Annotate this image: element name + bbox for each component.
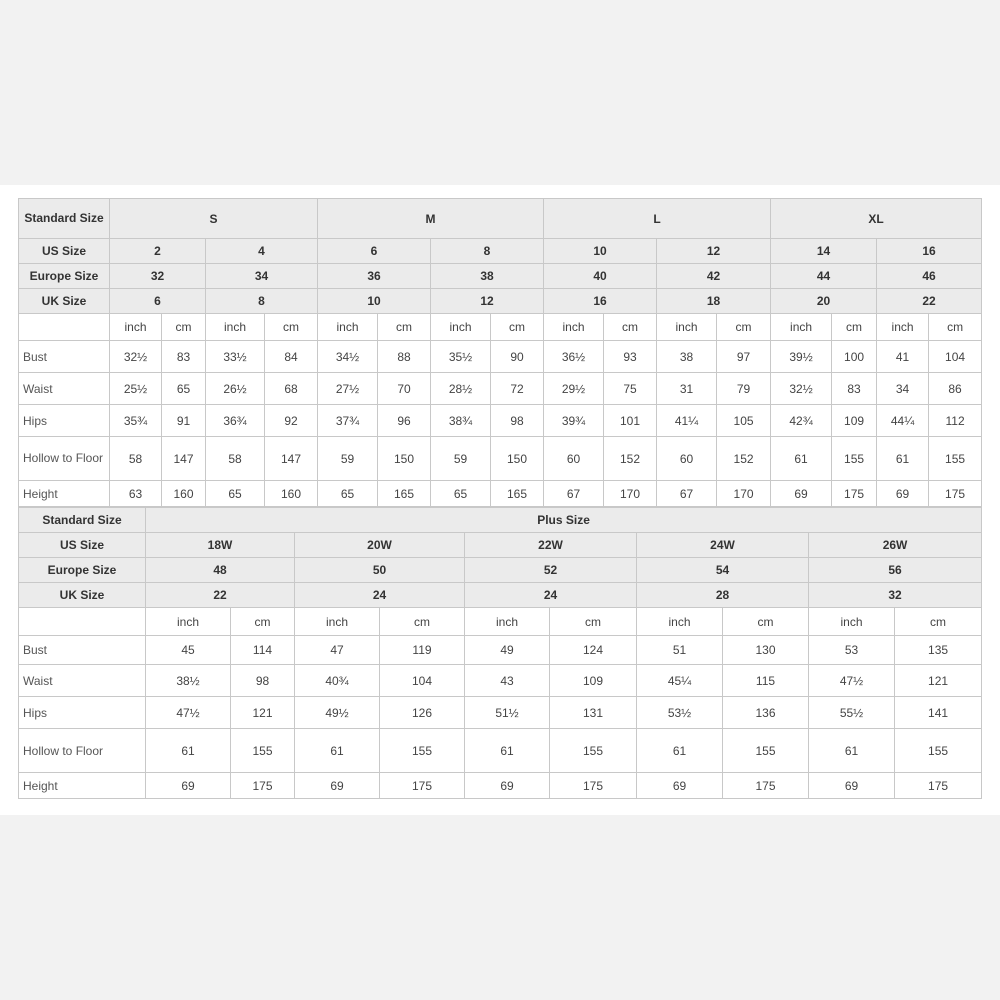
inch-value-cell: 53½ <box>637 697 723 729</box>
inch-value-cell: 39½ <box>771 341 832 373</box>
cm-value-cell: 175 <box>380 773 465 799</box>
cm-value-cell: 170 <box>717 481 771 507</box>
uk-size-cell: 6 <box>110 289 206 314</box>
cm-value-cell: 86 <box>929 373 982 405</box>
measurement-label: Waist <box>19 373 110 405</box>
unit-cm: cm <box>378 314 431 341</box>
standard-size-header: Standard Size <box>19 508 146 533</box>
inch-value-cell: 47½ <box>146 697 231 729</box>
europe-size-cell: 32 <box>110 264 206 289</box>
measurement-label: Height <box>19 481 110 507</box>
inch-value-cell: 65 <box>431 481 491 507</box>
unit-inch: inch <box>657 314 717 341</box>
cm-value-cell: 155 <box>929 437 982 481</box>
cm-value-cell: 150 <box>378 437 431 481</box>
cm-value-cell: 96 <box>378 405 431 437</box>
europe-size-cell: 42 <box>657 264 771 289</box>
us-size-cell: 12 <box>657 239 771 264</box>
inch-value-cell: 38½ <box>146 665 231 697</box>
europe-size-cell: 52 <box>465 558 637 583</box>
cm-value-cell: 175 <box>723 773 809 799</box>
cm-value-cell: 136 <box>723 697 809 729</box>
unit-cm: cm <box>231 608 295 636</box>
europe-size-cell: 40 <box>544 264 657 289</box>
unit-row <box>19 314 982 341</box>
inch-value-cell: 35½ <box>431 341 491 373</box>
inch-value-cell: 39¾ <box>544 405 604 437</box>
inch-value-cell: 49 <box>465 636 550 665</box>
inch-value-cell: 61 <box>877 437 929 481</box>
cm-value-cell: 101 <box>604 405 657 437</box>
us-size-cell: 20W <box>295 533 465 558</box>
waist-row <box>19 373 982 405</box>
cm-value-cell: 109 <box>550 665 637 697</box>
inch-value-cell: 38 <box>657 341 717 373</box>
inch-value-cell: 61 <box>771 437 832 481</box>
cm-value-cell: 114 <box>231 636 295 665</box>
measurement-label: Height <box>19 773 146 799</box>
unit-inch: inch <box>771 314 832 341</box>
cm-value-cell: 83 <box>832 373 877 405</box>
europe-size-cell: 46 <box>877 264 982 289</box>
uk-size-cell: 24 <box>295 583 465 608</box>
cm-value-cell: 170 <box>604 481 657 507</box>
cm-value-cell: 160 <box>265 481 318 507</box>
inch-value-cell: 60 <box>657 437 717 481</box>
europe-size-row <box>19 558 982 583</box>
inch-value-cell: 59 <box>318 437 378 481</box>
inch-value-cell: 38¾ <box>431 405 491 437</box>
cm-value-cell: 152 <box>717 437 771 481</box>
inch-value-cell: 69 <box>637 773 723 799</box>
cm-value-cell: 91 <box>162 405 206 437</box>
uk-size-cell: 16 <box>544 289 657 314</box>
size-group-row <box>19 199 982 239</box>
inch-value-cell: 69 <box>809 773 895 799</box>
cm-value-cell: 175 <box>929 481 982 507</box>
inch-value-cell: 35¾ <box>110 405 162 437</box>
cm-value-cell: 83 <box>162 341 206 373</box>
measurement-label: Bust <box>19 341 110 373</box>
cm-value-cell: 98 <box>231 665 295 697</box>
inch-value-cell: 53 <box>809 636 895 665</box>
hollow-to-floor-row <box>19 437 982 481</box>
cm-value-cell: 165 <box>378 481 431 507</box>
cm-value-cell: 175 <box>832 481 877 507</box>
inch-value-cell: 61 <box>295 729 380 773</box>
cm-value-cell: 88 <box>378 341 431 373</box>
cm-value-cell: 65 <box>162 373 206 405</box>
cm-value-cell: 119 <box>380 636 465 665</box>
inch-value-cell: 36½ <box>544 341 604 373</box>
cm-value-cell: 147 <box>162 437 206 481</box>
cm-value-cell: 72 <box>491 373 544 405</box>
inch-value-cell: 36¾ <box>206 405 265 437</box>
cm-value-cell: 175 <box>550 773 637 799</box>
hollow-to-floor-row <box>19 729 982 773</box>
unit-cm: cm <box>929 314 982 341</box>
unit-cm: cm <box>895 608 982 636</box>
inch-value-cell: 45¼ <box>637 665 723 697</box>
unit-cm: cm <box>723 608 809 636</box>
cm-value-cell: 75 <box>604 373 657 405</box>
cm-value-cell: 155 <box>550 729 637 773</box>
us-size-label: US Size <box>19 533 146 558</box>
inch-value-cell: 28½ <box>431 373 491 405</box>
inch-value-cell: 55½ <box>809 697 895 729</box>
unit-inch: inch <box>877 314 929 341</box>
uk-size-label: UK Size <box>19 583 146 608</box>
cm-value-cell: 93 <box>604 341 657 373</box>
unit-inch: inch <box>809 608 895 636</box>
europe-size-cell: 36 <box>318 264 431 289</box>
uk-size-cell: 22 <box>146 583 295 608</box>
inch-value-cell: 67 <box>544 481 604 507</box>
uk-size-cell: 28 <box>637 583 809 608</box>
standard-size-header: Standard Size <box>19 199 110 239</box>
inch-value-cell: 58 <box>110 437 162 481</box>
us-size-label: US Size <box>19 239 110 264</box>
inch-value-cell: 65 <box>318 481 378 507</box>
unit-inch: inch <box>318 314 378 341</box>
inch-value-cell: 69 <box>465 773 550 799</box>
unit-cm: cm <box>265 314 318 341</box>
inch-value-cell: 34½ <box>318 341 378 373</box>
uk-size-row <box>19 289 982 314</box>
cm-value-cell: 147 <box>265 437 318 481</box>
bust-row <box>19 636 982 665</box>
cm-value-cell: 130 <box>723 636 809 665</box>
inch-value-cell: 42¾ <box>771 405 832 437</box>
cm-value-cell: 121 <box>231 697 295 729</box>
inch-value-cell: 37¾ <box>318 405 378 437</box>
inch-value-cell: 69 <box>877 481 929 507</box>
cm-value-cell: 98 <box>491 405 544 437</box>
cm-value-cell: 68 <box>265 373 318 405</box>
inch-value-cell: 34 <box>877 373 929 405</box>
cm-value-cell: 150 <box>491 437 544 481</box>
inch-value-cell: 51½ <box>465 697 550 729</box>
us-size-cell: 16 <box>877 239 982 264</box>
inch-value-cell: 58 <box>206 437 265 481</box>
europe-size-cell: 48 <box>146 558 295 583</box>
inch-value-cell: 61 <box>146 729 231 773</box>
unit-inch: inch <box>465 608 550 636</box>
cm-value-cell: 135 <box>895 636 982 665</box>
height-row <box>19 773 982 799</box>
size-group-xl: XL <box>771 199 982 239</box>
inch-value-cell: 33½ <box>206 341 265 373</box>
waist-row <box>19 665 982 697</box>
cm-value-cell: 104 <box>929 341 982 373</box>
unit-cm: cm <box>717 314 771 341</box>
cm-value-cell: 175 <box>231 773 295 799</box>
inch-value-cell: 51 <box>637 636 723 665</box>
inch-value-cell: 40¾ <box>295 665 380 697</box>
unit-inch: inch <box>146 608 231 636</box>
size-group-l: L <box>544 199 771 239</box>
cm-value-cell: 165 <box>491 481 544 507</box>
unit-cm: cm <box>604 314 657 341</box>
inch-value-cell: 61 <box>809 729 895 773</box>
cm-value-cell: 155 <box>231 729 295 773</box>
uk-size-cell: 10 <box>318 289 431 314</box>
inch-value-cell: 44¼ <box>877 405 929 437</box>
europe-size-label: Europe Size <box>19 264 110 289</box>
us-size-row <box>19 533 982 558</box>
europe-size-cell: 56 <box>809 558 982 583</box>
cm-value-cell: 121 <box>895 665 982 697</box>
us-size-cell: 10 <box>544 239 657 264</box>
inch-value-cell: 47 <box>295 636 380 665</box>
size-group-plus: Plus Size <box>146 508 982 533</box>
uk-size-row <box>19 583 982 608</box>
cm-value-cell: 100 <box>832 341 877 373</box>
height-row <box>19 481 982 507</box>
uk-size-cell: 18 <box>657 289 771 314</box>
cm-value-cell: 92 <box>265 405 318 437</box>
inch-value-cell: 49½ <box>295 697 380 729</box>
cm-value-cell: 152 <box>604 437 657 481</box>
us-size-cell: 18W <box>146 533 295 558</box>
cm-value-cell: 124 <box>550 636 637 665</box>
inch-value-cell: 31 <box>657 373 717 405</box>
europe-size-row <box>19 264 982 289</box>
cm-value-cell: 155 <box>895 729 982 773</box>
uk-size-cell: 22 <box>877 289 982 314</box>
europe-size-cell: 34 <box>206 264 318 289</box>
us-size-cell: 14 <box>771 239 877 264</box>
measurement-label: Waist <box>19 665 146 697</box>
cm-value-cell: 112 <box>929 405 982 437</box>
inch-value-cell: 67 <box>657 481 717 507</box>
uk-size-label: UK Size <box>19 289 110 314</box>
unit-inch: inch <box>431 314 491 341</box>
hips-row <box>19 405 982 437</box>
inch-value-cell: 43 <box>465 665 550 697</box>
unit-inch: inch <box>295 608 380 636</box>
cm-value-cell: 90 <box>491 341 544 373</box>
uk-size-cell: 12 <box>431 289 544 314</box>
cm-value-cell: 131 <box>550 697 637 729</box>
cm-value-cell: 175 <box>895 773 982 799</box>
size-group-s: S <box>110 199 318 239</box>
cm-value-cell: 155 <box>832 437 877 481</box>
inch-value-cell: 26½ <box>206 373 265 405</box>
inch-value-cell: 41 <box>877 341 929 373</box>
us-size-cell: 24W <box>637 533 809 558</box>
plus-size-table <box>18 507 982 799</box>
cm-value-cell: 79 <box>717 373 771 405</box>
measurement-label: Bust <box>19 636 146 665</box>
measurement-label: Hips <box>19 405 110 437</box>
europe-size-cell: 50 <box>295 558 465 583</box>
bust-row <box>19 341 982 373</box>
size-group-m: M <box>318 199 544 239</box>
inch-value-cell: 32½ <box>110 341 162 373</box>
europe-size-cell: 54 <box>637 558 809 583</box>
us-size-cell: 6 <box>318 239 431 264</box>
unit-inch: inch <box>206 314 265 341</box>
unit-row <box>19 608 982 636</box>
uk-size-cell: 32 <box>809 583 982 608</box>
inch-value-cell: 29½ <box>544 373 604 405</box>
cm-value-cell: 104 <box>380 665 465 697</box>
cm-value-cell: 84 <box>265 341 318 373</box>
unit-corner-cell <box>19 608 146 636</box>
uk-size-cell: 8 <box>206 289 318 314</box>
unit-inch: inch <box>110 314 162 341</box>
inch-value-cell: 32½ <box>771 373 832 405</box>
size-group-row <box>19 508 982 533</box>
cm-value-cell: 109 <box>832 405 877 437</box>
inch-value-cell: 61 <box>637 729 723 773</box>
inch-value-cell: 60 <box>544 437 604 481</box>
unit-cm: cm <box>162 314 206 341</box>
us-size-cell: 8 <box>431 239 544 264</box>
inch-value-cell: 27½ <box>318 373 378 405</box>
cm-value-cell: 141 <box>895 697 982 729</box>
us-size-cell: 22W <box>465 533 637 558</box>
us-size-cell: 26W <box>809 533 982 558</box>
inch-value-cell: 63 <box>110 481 162 507</box>
cm-value-cell: 155 <box>723 729 809 773</box>
europe-size-cell: 44 <box>771 264 877 289</box>
inch-value-cell: 61 <box>465 729 550 773</box>
unit-cm: cm <box>550 608 637 636</box>
europe-size-cell: 38 <box>431 264 544 289</box>
inch-value-cell: 47½ <box>809 665 895 697</box>
unit-corner-cell <box>19 314 110 341</box>
uk-size-cell: 20 <box>771 289 877 314</box>
inch-value-cell: 41¼ <box>657 405 717 437</box>
cm-value-cell: 115 <box>723 665 809 697</box>
unit-inch: inch <box>544 314 604 341</box>
inch-value-cell: 69 <box>146 773 231 799</box>
hips-row <box>19 697 982 729</box>
unit-inch: inch <box>637 608 723 636</box>
us-size-cell: 4 <box>206 239 318 264</box>
unit-cm: cm <box>491 314 544 341</box>
inch-value-cell: 65 <box>206 481 265 507</box>
cm-value-cell: 70 <box>378 373 431 405</box>
inch-value-cell: 45 <box>146 636 231 665</box>
cm-value-cell: 126 <box>380 697 465 729</box>
unit-cm: cm <box>832 314 877 341</box>
us-size-cell: 2 <box>110 239 206 264</box>
europe-size-label: Europe Size <box>19 558 146 583</box>
us-size-row <box>19 239 982 264</box>
standard-size-table <box>18 198 982 507</box>
unit-cm: cm <box>380 608 465 636</box>
inch-value-cell: 69 <box>771 481 832 507</box>
inch-value-cell: 59 <box>431 437 491 481</box>
cm-value-cell: 105 <box>717 405 771 437</box>
cm-value-cell: 160 <box>162 481 206 507</box>
cm-value-cell: 155 <box>380 729 465 773</box>
measurement-label: Hollow to Floor <box>19 729 146 773</box>
measurement-label: Hips <box>19 697 146 729</box>
inch-value-cell: 25½ <box>110 373 162 405</box>
uk-size-cell: 24 <box>465 583 637 608</box>
measurement-label: Hollow to Floor <box>19 437 110 481</box>
cm-value-cell: 97 <box>717 341 771 373</box>
inch-value-cell: 69 <box>295 773 380 799</box>
